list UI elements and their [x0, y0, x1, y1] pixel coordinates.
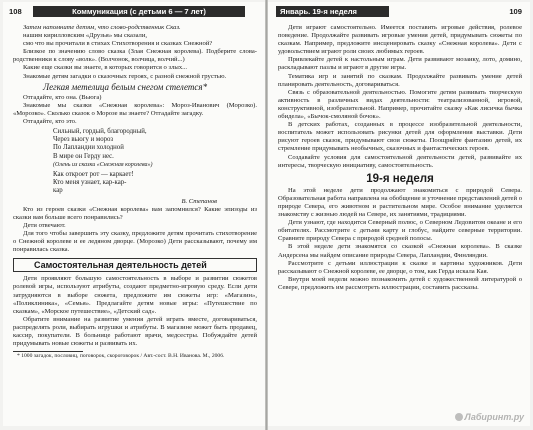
paragraph: Затем напомните детям, что слово-родственник Сказ.: [23, 24, 181, 31]
riddle-line: Легкая метелица белым снегом стелется*: [43, 81, 208, 92]
page-number: 109: [509, 7, 522, 16]
left-body: [13, 24, 257, 360]
paragraph: нашим кирилловским «Друзья» мы сказали,: [23, 32, 148, 40]
poem-line: Как откроет рот — каркает!: [53, 171, 134, 179]
section-heading-box: [13, 258, 257, 272]
paragraph: Отгадайте, кто она. (Вьюга): [23, 93, 102, 101]
poem-line: кар: [53, 187, 63, 195]
poem-author: В. Степанов: [181, 197, 217, 205]
paragraph: Дети узнают, где находится Северный полюс, о Северном Ледовитом океане и его обитателях. Рассмотрите с детьми карту и глобус, найдите северные территории. Сравните природу Севера с природой средней полосы.: [278, 219, 522, 243]
poem: [53, 171, 257, 196]
paragraph: Дети отвечают.: [23, 221, 66, 229]
running-header: Коммуникация (с детьми 6 — 7 лет): [33, 6, 245, 17]
paragraph: Тематика игр и занятий по сказкам. Продолжайте развивать умение детей планировать деятельность, договариваться.: [278, 72, 522, 88]
paragraph: На этой неделе дети продолжают знакомиться с природой Севера. Образовательная работа направлена на обобщение и уточнение представлений детей о природе Севера, его животном и растительном мире. Особое внимание уделяется знакомству с жизнью людей на Севере, их занятиями, традициями.: [278, 186, 522, 219]
right-header: [268, 6, 530, 18]
poem-line: Через вьюгу и мороз: [53, 136, 114, 144]
paragraph: Близкое по значению слово сказка (Злая Снежная королева). Подберите слова-родственники к слову «волк». (Волчонок, волчица, волчий...): [13, 48, 257, 64]
section-heading: Самостоятельная деятельность детей: [34, 260, 207, 271]
footnote: * 1000 загадок, пословиц, поговорок, скороговорок / Авт.-сост. В.Н. Иванова. М., 2006.: [17, 353, 225, 360]
week-heading: 19-я неделя: [366, 172, 434, 185]
page-number: 108: [9, 7, 22, 16]
paragraph: Какие еще сказки вы знаете, в которых говорится о злых...: [23, 64, 188, 72]
paragraph: Кто из героев сказки «Снежная королева» вам запомнился? Какие эпизоды из сказки вам больше всего понравились?: [13, 205, 257, 221]
paragraph: Рассмотрите с детьми иллюстрации к сказке и картины художников. Дети рассказывают о Снежной королеве, ее дворце, о том, как Герда искала Кая.: [278, 259, 522, 275]
paragraph: Знакомые детям загадки о сказочных героях, с разной снежной грустью.: [23, 72, 227, 80]
paragraph: Для того чтобы завершить эту сказку, предложите детям прочитать стихотворение о Снежной королеве и ее ледяном дворце. (Морозко) Дети рассказывают, почему им понравилась сказка.: [13, 230, 257, 254]
paragraph: Привлекайте детей к настольным играм. Дети развивают мозаику, лото, домино, раскладывают пазлы и играют в другие игры.: [278, 56, 522, 72]
paragraph: В детских работах, созданных в процессе изобразительной деятельности, воспитатель может использовать рисунки детей для оформления выставки. Дети рисуют героев сказок, придумывают свои сюжеты. Поощряйте фантазию детей, их стремление придумывать необычных, сказочных и фантастических героев.: [278, 121, 522, 153]
left-header: [3, 6, 265, 18]
paragraph: Дети играют самостоятельно. Имеется поставить игровые действия, ролевое поведение. Продолжайте развивать игровые умения детей, придумывать сюжеты по сказкам. Например, предложите инсценировать сказку «Снежная королева». Дети с удовольствием играют роли своих любимых героев.: [278, 24, 522, 56]
left-page: [3, 2, 265, 426]
paragraph: Дети проявляют большую самостоятельность в выборе и развитии сюжетов ролевой игры, используют атрибуты, создают предметно-игровую среду. Если дети затрудняются в выборе сюжета, предложите им сюжеты игр: «Магазин», «Поликлиника», «Семья». Предлагайте детям новые игры: «Путешествие по сказкам», «Морское путешествие», «Детский сад».: [13, 275, 257, 315]
paragraph: смо что вы прочитали в стихах Стихотворения и сказках Снежной?: [23, 40, 213, 48]
poem-source: (Олень из сказки «Снежная королева»): [53, 161, 153, 168]
paragraph: Внутри моей недели можно познакомить детей с художественной литературой о Севере, предложить им рассмотреть иллюстрации, составить рассказы.: [278, 275, 522, 291]
right-page: [268, 2, 530, 426]
footnote-rule: [13, 351, 83, 352]
poem-line: По Лапландии холодной: [53, 144, 124, 152]
paragraph: В этой неделе дети знакомятся со сказкой «Снежная королева». В сказке Андерсена мы найдем описание природы Севера, Лапландии, Финляндии.: [278, 243, 522, 259]
poem-line: В мире он Герду нес.: [53, 152, 114, 160]
watermark-text: Лабиринт.ру: [464, 412, 524, 422]
paragraph: Обратите внимание на развитие умения детей играть вместе, договариваться, распределять роли, выбирать игрушки и атрибуты. В магазине может быть продавец, кассир, покупатели. В больнице работают врачи, медсестры. Побуждайте детей придумывать новые сюжеты и развивать их.: [13, 315, 257, 348]
paragraph: Знакомые мы сказки «Снежная королева»: Мороз-Иванович (Морозко). «Морозко». Сколько сказок о Морозе вы знаете? Отгадайте загадку.: [13, 101, 257, 117]
watermark-icon: [455, 413, 463, 421]
poem: [53, 128, 257, 169]
paragraph: Отгадайте, кто это.: [23, 117, 77, 125]
watermark: [455, 412, 524, 422]
paragraph: Создавайте условия для самостоятельной деятельности детей, развивайте их интересы, творческую инициативу, самостоятельность.: [278, 153, 522, 169]
right-body: [278, 24, 522, 292]
poem-line: Сильный, гордый, благородный,: [53, 128, 147, 136]
paragraph: Связь с образовательной деятельностью. Помогите детям развивать творческую активность в различных видах деятельности: театрализованной, игровой, конструктивной, изобразительной. Например, прочитайте сказку «Как лисичка бычка обидела», «Бычок-смоляной бочок».: [278, 88, 522, 121]
running-header: Январь. 19-я неделя: [276, 6, 389, 17]
poem-line: Кто меня узнает, кар-кар-: [53, 179, 127, 187]
